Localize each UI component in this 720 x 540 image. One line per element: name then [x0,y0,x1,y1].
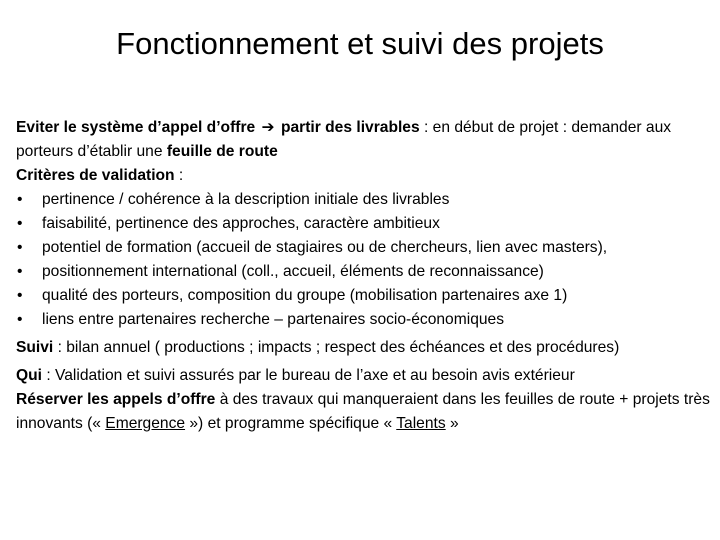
suivi-paragraph [16,336,716,360]
intro-bold-2: partir des livrables [280,119,420,136]
criteria-item: • faisabilité, pertinence des approches, caractère ambitieux [16,212,716,236]
slide-content [16,116,716,436]
suivi-label: Suivi [16,339,54,356]
talents-link[interactable]: Talents [396,415,446,432]
emergence-link[interactable]: Emergence [105,415,186,432]
reserver-paragraph [16,388,716,436]
reserver-text-1: à des travaux qui manqueraient dans les feuilles de route + projets très innovants (« [16,391,710,432]
qui-text: : Validation et suivi assurés par le bureau de l’axe et au besoin avis extérieur [42,367,575,384]
criteria-label: Critères de validation [16,167,175,184]
intro-paragraph [16,116,716,164]
criteria-item: • qualité des porteurs, composition du groupe (mobilisation partenaires axe 1) [16,284,716,308]
intro-bold-1: Eviter le système d’appel d’offre [16,119,256,136]
reserver-text-3: » [445,415,459,432]
criteria-item: • potentiel de formation (accueil de stagiaires ou de chercheurs, lien avec masters), [16,236,716,260]
criteria-heading [16,164,716,188]
criteria-list [16,188,716,332]
criteria-item: • pertinence / cohérence à la description initiale des livrables [16,188,716,212]
criteria-item: • liens entre partenaires recherche – partenaires socio-économiques [16,308,716,332]
arrow-icon: ➔ [261,119,275,136]
reserver-text-2: ») et programme spécifique « [185,415,397,432]
criteria-item: • positionnement international (coll., accueil, éléments de reconnaissance) [16,260,716,284]
criteria-suffix: : [174,167,184,184]
intro-bold-3: feuille de route [166,143,278,160]
intro-text: : en début de projet : demander aux porteurs d’établir une [16,119,672,160]
slide-title: Fonctionnement et suivi des projets [116,26,604,61]
suivi-text: : bilan annuel ( productions ; impacts ; respect des échéances et des procédures) [53,339,620,356]
reserver-bold: Réserver les appels d’offre [16,391,216,408]
qui-paragraph [16,364,716,388]
qui-label: Qui [16,367,42,384]
